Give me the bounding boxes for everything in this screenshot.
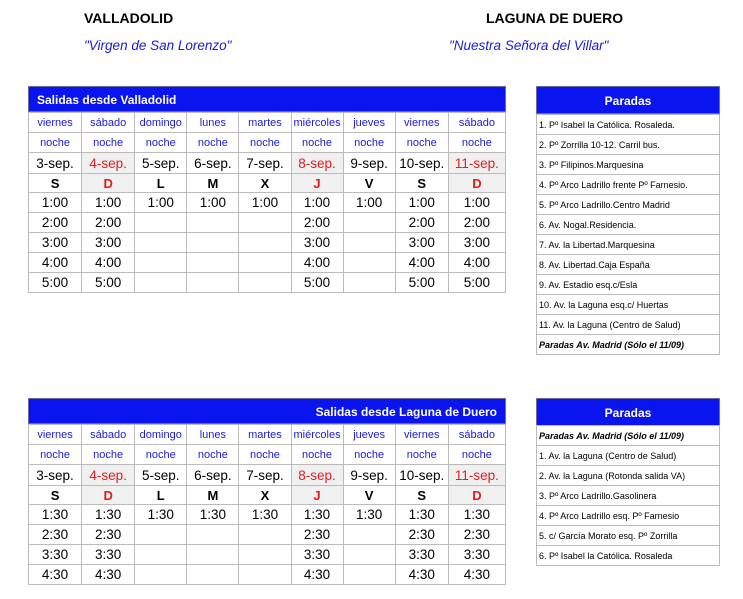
time-cell xyxy=(343,565,395,585)
weekday-label: jueves xyxy=(343,425,395,445)
time-cell: 3:00 xyxy=(29,233,82,253)
stops-note: Paradas Av. Madrid (Sólo el 11/09) xyxy=(537,335,720,355)
stop-item: 1. Pº Isabel la Católica. Rosaleda. xyxy=(537,115,720,135)
stops-note: Paradas Av. Madrid (Sólo el 11/09) xyxy=(537,426,720,446)
time-cell xyxy=(187,233,239,253)
stops-valladolid-list xyxy=(536,114,720,355)
weekday-label: miércoles xyxy=(291,113,343,133)
time-cell: 1:00 xyxy=(82,193,135,213)
weekday-label: viernes xyxy=(29,113,82,133)
time-cell: 4:30 xyxy=(395,565,448,585)
time-cell: 4:30 xyxy=(82,565,135,585)
stop-item: 3. Pº Arco Ladrillo.Gasolinera xyxy=(537,486,720,506)
time-cell: 5:00 xyxy=(291,273,343,293)
date-cell: 7-sep. xyxy=(239,465,291,486)
time-cell xyxy=(135,213,187,233)
time-cell: 2:00 xyxy=(448,213,505,233)
date-cell: 5-sep. xyxy=(135,153,187,174)
time-cell xyxy=(343,273,395,293)
time-cell: 1:30 xyxy=(135,505,187,525)
period-label: noche xyxy=(239,445,291,465)
time-cell: 4:00 xyxy=(291,253,343,273)
time-cell: 1:00 xyxy=(29,193,82,213)
time-cell: 3:00 xyxy=(82,233,135,253)
time-cell: 1:30 xyxy=(239,505,291,525)
date-cell: 4-sep. xyxy=(82,465,135,486)
date-cell: 7-sep. xyxy=(239,153,291,174)
period-label: noche xyxy=(343,133,395,153)
stop-item: 2. Pº Zorrilla 10-12. Carril bus. xyxy=(537,135,720,155)
time-cell: 3:00 xyxy=(291,233,343,253)
weekday-label: domingo xyxy=(135,113,187,133)
time-cell: 5:00 xyxy=(448,273,505,293)
weekday-label: viernes xyxy=(395,425,448,445)
time-cell: 4:30 xyxy=(29,565,82,585)
time-cell xyxy=(135,525,187,545)
day-letter: D xyxy=(82,174,135,193)
weekday-label: lunes xyxy=(187,425,239,445)
time-cell: 1:00 xyxy=(448,193,505,213)
day-letter: M xyxy=(187,486,239,505)
time-cell: 2:00 xyxy=(395,213,448,233)
day-letter: D xyxy=(82,486,135,505)
day-letter: L xyxy=(135,486,187,505)
date-cell: 11-sep. xyxy=(448,465,505,486)
time-cell: 2:00 xyxy=(29,213,82,233)
date-cell: 3-sep. xyxy=(29,153,82,174)
stop-item: 5. c/ García Morato esq. Pº Zorrilla xyxy=(537,526,720,546)
stop-item: 3. Pº Filipinos.Marquesina xyxy=(537,155,720,175)
table-row xyxy=(29,525,506,545)
time-cell: 1:30 xyxy=(291,505,343,525)
day-letter: L xyxy=(135,174,187,193)
time-cell xyxy=(135,253,187,273)
time-cell: 1:30 xyxy=(187,505,239,525)
time-cell: 1:00 xyxy=(135,193,187,213)
period-label: noche xyxy=(291,445,343,465)
day-letter: S xyxy=(29,486,82,505)
day-letter: S xyxy=(395,486,448,505)
time-cell: 2:30 xyxy=(29,525,82,545)
date-cell: 3-sep. xyxy=(29,465,82,486)
table-row xyxy=(29,545,506,565)
time-cell xyxy=(239,213,291,233)
time-cell xyxy=(187,213,239,233)
weekday-label: miércoles xyxy=(291,425,343,445)
stop-item: 4. Pº Arco Ladrillo esq. Pº Farnesio xyxy=(537,506,720,526)
schedule-valladolid-header: Salidas desde Valladolid xyxy=(28,86,506,112)
date-cell: 6-sep. xyxy=(187,465,239,486)
time-cell: 4:00 xyxy=(395,253,448,273)
time-cell: 1:00 xyxy=(239,193,291,213)
time-cell: 4:00 xyxy=(29,253,82,273)
day-letter: X xyxy=(239,486,291,505)
weekday-label: sábado xyxy=(82,425,135,445)
date-cell: 6-sep. xyxy=(187,153,239,174)
weekday-label: viernes xyxy=(29,425,82,445)
time-cell: 1:00 xyxy=(395,193,448,213)
period-label: noche xyxy=(239,133,291,153)
period-label: noche xyxy=(343,445,395,465)
weekday-label: martes xyxy=(239,425,291,445)
time-cell: 2:30 xyxy=(448,525,505,545)
time-cell xyxy=(343,253,395,273)
stops-laguna-header: Paradas xyxy=(536,398,720,426)
time-cell: 2:30 xyxy=(395,525,448,545)
date-cell: 8-sep. xyxy=(291,465,343,486)
day-letter: J xyxy=(291,174,343,193)
time-cell xyxy=(343,213,395,233)
stop-item: 11. Av. la Laguna (Centro de Salud) xyxy=(537,315,720,335)
period-label: noche xyxy=(82,445,135,465)
period-label: noche xyxy=(187,445,239,465)
time-cell: 1:00 xyxy=(187,193,239,213)
table-row xyxy=(29,213,506,233)
day-letter: V xyxy=(343,486,395,505)
day-letter: J xyxy=(291,486,343,505)
time-cell: 3:30 xyxy=(448,545,505,565)
time-cell xyxy=(135,565,187,585)
time-cell: 1:30 xyxy=(29,505,82,525)
date-cell: 10-sep. xyxy=(395,153,448,174)
date-cell: 9-sep. xyxy=(343,153,395,174)
time-cell: 1:30 xyxy=(448,505,505,525)
stop-item: 9. Av. Estadio esq.c/Esla xyxy=(537,275,720,295)
time-cell: 3:30 xyxy=(291,545,343,565)
period-label: noche xyxy=(29,133,82,153)
weekday-label: sábado xyxy=(82,113,135,133)
time-cell xyxy=(187,545,239,565)
time-cell: 4:00 xyxy=(82,253,135,273)
period-label: noche xyxy=(187,133,239,153)
stop-item: 10. Av. la Laguna esq.c/ Huertas xyxy=(537,295,720,315)
date-cell: 4-sep. xyxy=(82,153,135,174)
date-cell: 11-sep. xyxy=(448,153,505,174)
day-letter: S xyxy=(395,174,448,193)
weekday-label: lunes xyxy=(187,113,239,133)
time-cell: 4:00 xyxy=(448,253,505,273)
time-cell xyxy=(343,233,395,253)
stop-item: 4. Pº Arco Ladrillo frente Pº Farnesio. xyxy=(537,175,720,195)
period-label: noche xyxy=(291,133,343,153)
schedule-valladolid-table xyxy=(28,112,506,293)
period-label: noche xyxy=(29,445,82,465)
stop-item: 7. Av. la Libertad.Marquesina xyxy=(537,235,720,255)
right-city-title: LAGUNA DE DUERO xyxy=(486,10,624,26)
date-cell: 8-sep. xyxy=(291,153,343,174)
table-row xyxy=(29,505,506,525)
time-cell: 3:00 xyxy=(448,233,505,253)
time-cell xyxy=(187,565,239,585)
time-cell xyxy=(187,253,239,273)
table-row xyxy=(29,253,506,273)
weekday-label: jueves xyxy=(343,113,395,133)
time-cell: 5:00 xyxy=(82,273,135,293)
period-label: noche xyxy=(135,445,187,465)
time-cell xyxy=(343,525,395,545)
day-letter: S xyxy=(29,174,82,193)
time-cell: 4:30 xyxy=(448,565,505,585)
date-cell: 5-sep. xyxy=(135,465,187,486)
day-letter: V xyxy=(343,174,395,193)
stop-item: 6. Av. Nogal.Residencia. xyxy=(537,215,720,235)
day-letter: D xyxy=(448,486,505,505)
time-cell: 4:30 xyxy=(291,565,343,585)
time-cell: 3:00 xyxy=(395,233,448,253)
time-cell: 5:00 xyxy=(395,273,448,293)
time-cell xyxy=(239,233,291,253)
stop-item: 8. Av. Libertad.Caja España xyxy=(537,255,720,275)
day-letter: M xyxy=(187,174,239,193)
time-cell: 3:30 xyxy=(29,545,82,565)
time-cell xyxy=(239,545,291,565)
period-label: noche xyxy=(395,133,448,153)
schedule-laguna-table xyxy=(28,424,506,585)
time-cell: 3:30 xyxy=(82,545,135,565)
time-cell xyxy=(343,545,395,565)
weekday-label: sábado xyxy=(448,425,505,445)
time-cell: 2:00 xyxy=(291,213,343,233)
left-virgin-title: "Virgen de San Lorenzo" xyxy=(84,38,232,53)
table-row xyxy=(29,233,506,253)
table-row xyxy=(29,565,506,585)
time-cell xyxy=(187,273,239,293)
stop-item: 2. Av. la Laguna (Rotonda salida VA) xyxy=(537,466,720,486)
time-cell: 3:30 xyxy=(395,545,448,565)
right-virgin-title: "Nuestra Señora del Villar" xyxy=(449,38,609,53)
time-cell xyxy=(239,525,291,545)
time-cell xyxy=(135,545,187,565)
time-cell xyxy=(239,565,291,585)
time-cell xyxy=(239,273,291,293)
time-cell: 2:00 xyxy=(82,213,135,233)
date-cell: 9-sep. xyxy=(343,465,395,486)
stops-laguna-list xyxy=(536,425,720,566)
time-cell xyxy=(187,525,239,545)
time-cell: 1:00 xyxy=(343,193,395,213)
stop-item: 5. Pº Arco Ladrillo.Centro Madrid xyxy=(537,195,720,215)
period-label: noche xyxy=(448,133,505,153)
time-cell: 2:30 xyxy=(291,525,343,545)
weekday-label: domingo xyxy=(135,425,187,445)
period-label: noche xyxy=(82,133,135,153)
time-cell xyxy=(135,233,187,253)
period-label: noche xyxy=(135,133,187,153)
time-cell: 1:30 xyxy=(343,505,395,525)
left-city-title: VALLADOLID xyxy=(84,10,174,26)
day-letter: D xyxy=(448,174,505,193)
time-cell: 5:00 xyxy=(29,273,82,293)
table-row xyxy=(29,193,506,213)
time-cell: 1:30 xyxy=(395,505,448,525)
stop-item: 6. Pº Isabel la Católica. Rosaleda xyxy=(537,546,720,566)
time-cell: 2:30 xyxy=(82,525,135,545)
time-cell xyxy=(239,253,291,273)
date-cell: 10-sep. xyxy=(395,465,448,486)
weekday-label: martes xyxy=(239,113,291,133)
weekday-label: viernes xyxy=(395,113,448,133)
schedule-laguna-header: Salidas desde Laguna de Duero xyxy=(28,398,506,424)
table-row xyxy=(29,273,506,293)
day-letter: X xyxy=(239,174,291,193)
period-label: noche xyxy=(448,445,505,465)
weekday-label: sábado xyxy=(448,113,505,133)
time-cell: 1:30 xyxy=(82,505,135,525)
stop-item: 1. Av. la Laguna (Centro de Salud) xyxy=(537,446,720,466)
time-cell xyxy=(135,273,187,293)
time-cell: 1:00 xyxy=(291,193,343,213)
period-label: noche xyxy=(395,445,448,465)
stops-valladolid-header: Paradas xyxy=(536,86,720,114)
